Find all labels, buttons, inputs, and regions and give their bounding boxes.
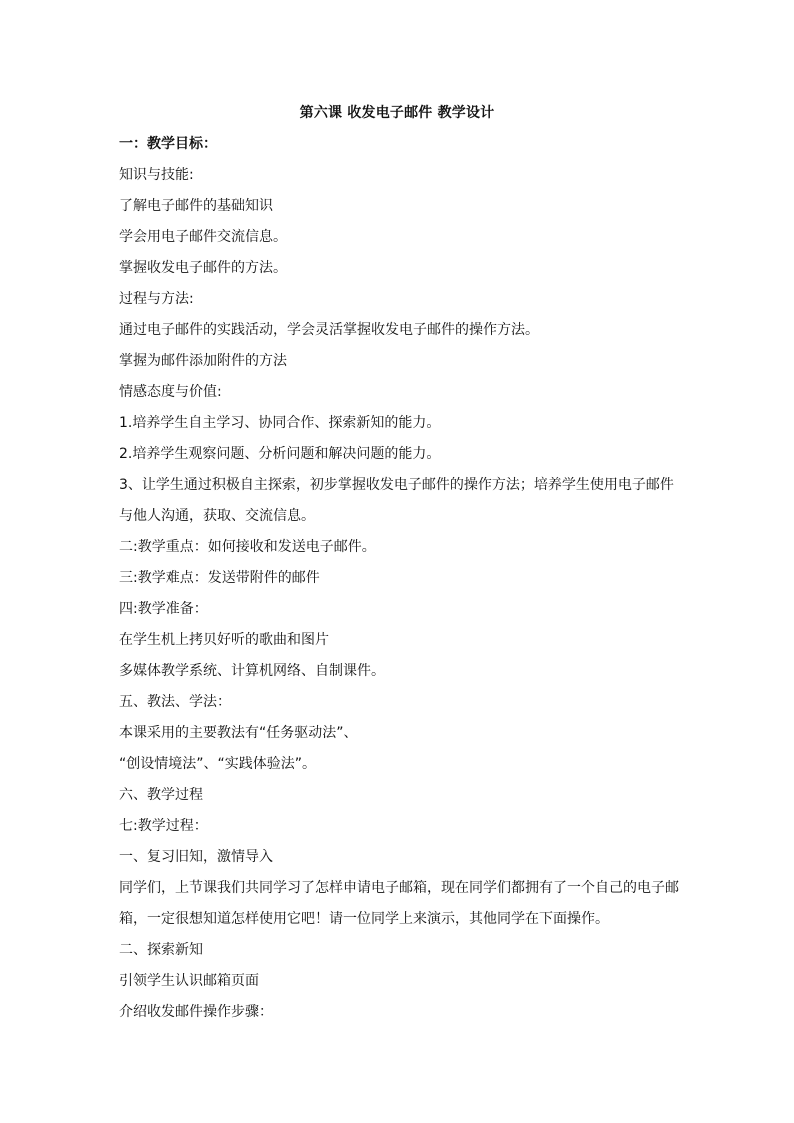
body-line: 一、复习旧知，激情导入 xyxy=(119,849,273,865)
body-line: 引领学生认识邮箱页面 xyxy=(119,973,259,989)
body-line: 与他人沟通，获取、交流信息。 xyxy=(119,508,315,524)
body-line: 介绍收发邮件操作步骤： xyxy=(119,1004,273,1020)
body-line: 了解电子邮件的基础知识 xyxy=(119,198,273,214)
body-line: 多媒体教学系统、计算机网络、自制课件。 xyxy=(119,663,385,679)
body-line: 六、教学过程 xyxy=(119,787,203,803)
body-line: 三:教学难点：发送带附件的邮件 xyxy=(119,570,320,586)
body-line: 二:教学重点：如何接收和发送电子邮件。 xyxy=(119,539,376,555)
body-line: 2.培养学生观察问题、分析问题和解决问题的能力。 xyxy=(119,446,441,462)
document-title: 第六课 收发电子邮件 教学设计 xyxy=(299,105,495,121)
body-line: 过程与方法: xyxy=(119,291,194,307)
body-line: 在学生机上拷贝好听的歌曲和图片 xyxy=(119,632,329,648)
body-line: 情感态度与价值: xyxy=(119,384,222,400)
body-line: 3、让学生通过积极自主探索，初步掌握收发电子邮件的操作方法；培养学生使用电子邮件 xyxy=(119,477,674,493)
body-line: 通过电子邮件的实践活动，学会灵活掌握收发电子邮件的操作方法。 xyxy=(119,322,539,338)
body-line: 学会用电子邮件交流信息。 xyxy=(119,229,287,245)
body-line: 二、探索新知 xyxy=(119,942,203,958)
body-line: “创设情境法”、“实践体验法”。 xyxy=(119,756,317,772)
body-line: 知识与技能: xyxy=(119,167,194,183)
body-line: 箱，一定很想知道怎样使用它吧！请一位同学上来演示，其他同学在下面操作。 xyxy=(119,911,609,927)
body-line: 1.培养学生自主学习、协同合作、探索新知的能力。 xyxy=(119,415,441,431)
body-line: 掌握收发电子邮件的方法。 xyxy=(119,260,287,276)
body-line: 同学们，上节课我们共同学习了怎样申请电子邮箱，现在同学们都拥有了一个自己的电子邮 xyxy=(119,880,679,896)
body-line: 掌握为邮件添加附件的方法 xyxy=(119,353,287,369)
body-line: 五、教法、学法： xyxy=(119,694,231,710)
body-line: 本课采用的主要教法有“任务驱动法”、 xyxy=(119,725,358,741)
body-line: 一：教学目标： xyxy=(119,136,217,152)
body-line: 四:教学准备： xyxy=(119,601,208,617)
body-line: 七:教学过程： xyxy=(119,818,208,834)
document-body xyxy=(119,134,679,1033)
